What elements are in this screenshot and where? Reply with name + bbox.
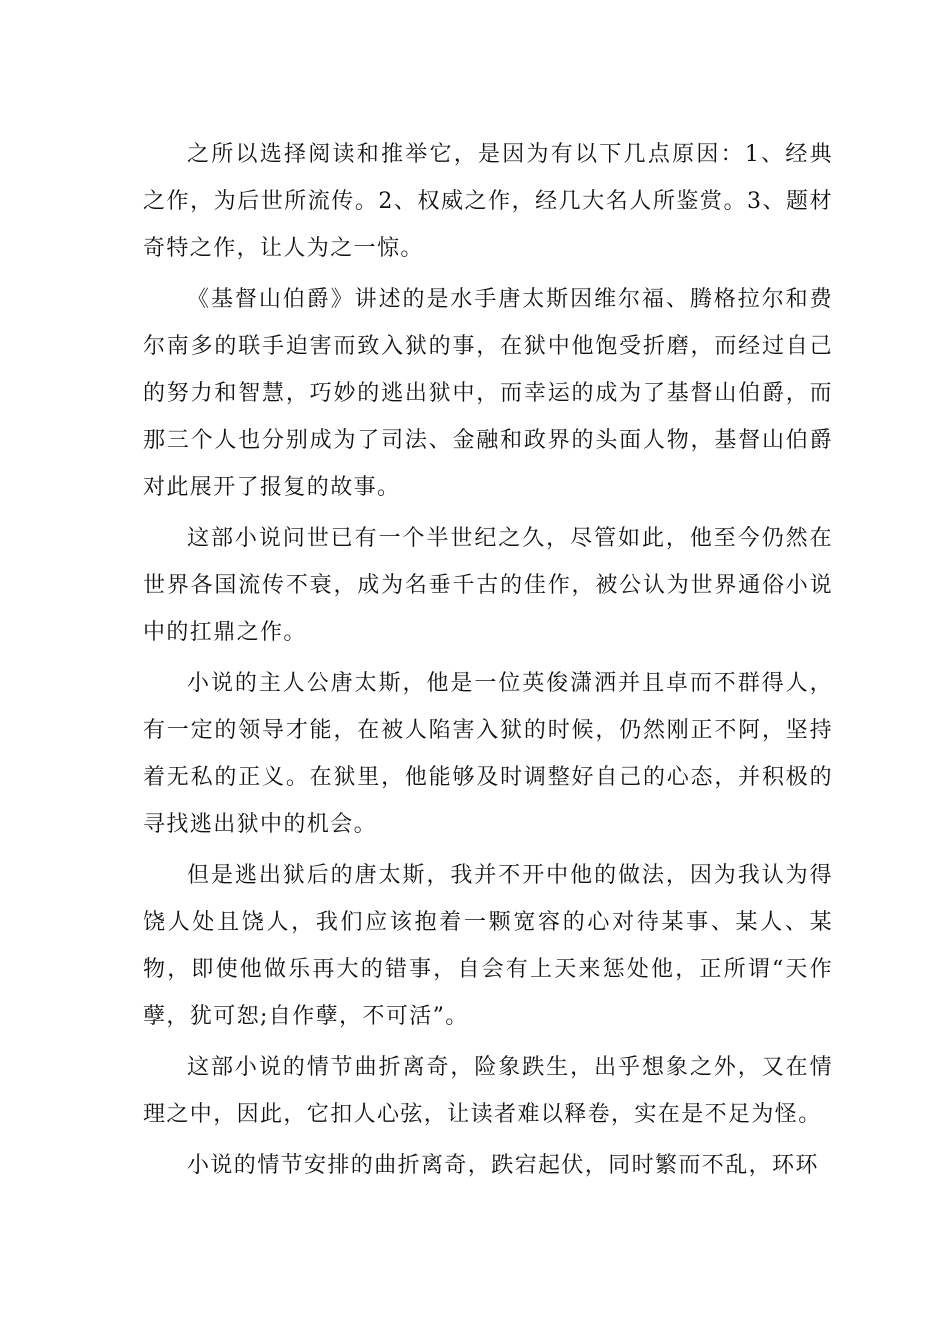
paragraph-structure: 小说的情节安排的曲折离奇，跌宕起伏，同时繁而不乱，环环 — [187, 1153, 819, 1178]
document-body — [143, 131, 833, 1193]
paragraph-protagonist: 小说的主人公唐太斯，他是一位英俊潇洒并且卓而不群得人，有一定的领导才能，在被人陷害入狱的时候，仍然刚正不阿，坚持着无私的正义。在狱里，他能够及时调整好自己的心态，并积极的寻找逃出狱中的机会。 — [143, 671, 833, 837]
paragraph-plot-summary: 《基督山伯爵》讲述的是水手唐太斯因维尔福、腾格拉尔和费尔南多的联手迫害而致入狱的事，在狱中他饱受折磨，而经过自己的努力和智慧，巧妙的逃出狱中，而幸运的成为了基督山伯爵，而那三个人也分别成为了司法、金融和政界的头面人物，基督山伯爵对此展开了报复的故事。 — [143, 287, 833, 500]
paragraph-opinion: 但是逃出狱后的唐太斯，我并不开中他的做法，因为我认为得饶人处且饶人，我们应该抱着一颗宽容的心对待某事、某人、某物，即使他做乐再大的错事，自会有上天来惩处他，正所谓“天作孽，犹可恕;自作孽，不可活”。 — [143, 863, 833, 1029]
paragraph-suspense: 这部小说的情节曲折离奇，险象跌生，出乎想象之外，又在情理之中，因此，它扣人心弦，让读者难以释卷，实在是不足为怪。 — [143, 1055, 833, 1127]
paragraph-reputation: 这部小说问世已有一个半世纪之久，尽管如此，他至今仍然在世界各国流传不衰，成为名垂千古的佳作，被公认为世界通俗小说中的扛鼎之作。 — [143, 526, 833, 645]
paragraph-reasons: 之所以选择阅读和推举它，是因为有以下几点原因：1、经典之作，为后世所流传。2、权威之作，经几大名人所鉴赏。3、题材奇特之作，让人为之一惊。 — [143, 142, 833, 261]
